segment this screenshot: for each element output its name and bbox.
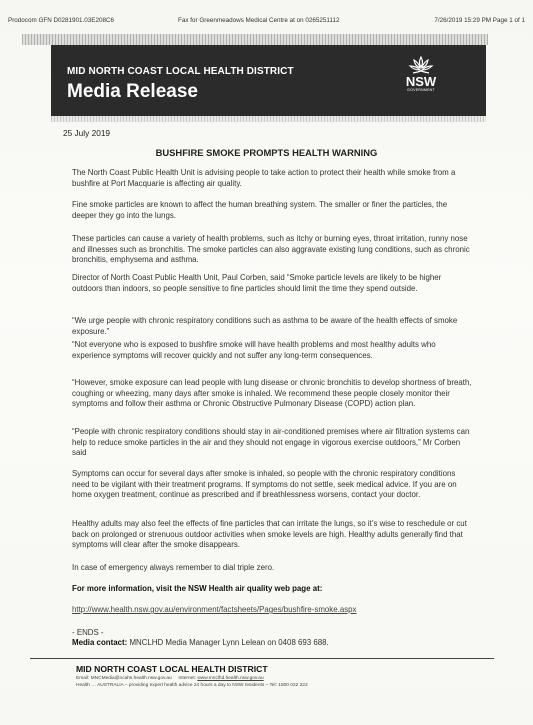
paragraph-11: In case of emergency always remember to dial triple zero. (72, 563, 275, 572)
footer-email[interactable]: MNCMedia@ncahs.health.nsw.gov.au (90, 676, 172, 681)
media-contact (72, 638, 329, 647)
nsw-government-logo (398, 55, 444, 107)
fax-header-left: Prodocom GFN D0281901.03E208C6 (8, 17, 115, 24)
paragraph-7: “However, smoke exposure can lead people with lung disease or chronic bronchitis to develop shortness of breath, coughing or wheezing, many days after smoke is inhaled. We recommend these people closely monitor their symptoms and follow their asthma or Chronic Obstructive Pulmonary Disease (COPD) action plan. (72, 378, 472, 409)
paragraph-6: “Not everyone who is exposed to bushfire smoke will have health problems and most healthy adults who experience symptoms will recover quickly and not suffer any long-term consequences. (72, 340, 436, 360)
banner-heading: Media Release (67, 81, 198, 102)
banner-org-name: MID NORTH COAST LOCAL HEALTH DISTRICT (67, 66, 294, 77)
footer-contact-line (76, 676, 264, 681)
footer-internet[interactable]: www.mnclhd.health.nsw.gov.au (197, 676, 264, 681)
footer-email-label: Email: (76, 676, 90, 681)
halftone-band-top (22, 34, 488, 45)
media-contact-label: Media contact: (72, 638, 128, 647)
footer-note: Health … AUSTRALIA – providing expert health advice 24 hours a day to NSW residents – Tel: 1800 022 222 (76, 683, 308, 688)
fax-header-center: Fax for Greenmeadows Medical Centre at on 0265251112 (178, 17, 340, 24)
more-info-line: For more information, visit the NSW Health air quality web page at: (72, 584, 323, 593)
footer-internet-label: Internet: (178, 676, 196, 681)
nsw-logo-text: NSW (405, 74, 437, 89)
fax-header-right: 7/26/2019 15:29 PM Page 1 of 1 (434, 17, 525, 24)
paragraph-5: “We urge people with chronic respiratory conditions such as asthma to be aware of the health effects of smoke exposure.” (72, 316, 458, 336)
paragraph-8: “People with chronic respiratory conditions should stay in air-conditioned premises where air filtration systems can help to reduce smoke particles in the air and they should not engage in vigorous exercise outdoors,” Mr Corben said (72, 427, 470, 458)
footer-org-name: MID NORTH COAST LOCAL HEALTH DISTRICT (76, 664, 268, 674)
media-release-banner (51, 45, 486, 116)
footer-divider (30, 658, 494, 659)
paragraph-4: Director of North Coast Public Health Unit, Paul Corben, said “Smoke particle levels are likely to be higher outdoors than indoors, so people sensitive to fine particles should limit the time they spend outside. (72, 273, 442, 293)
ends-marker: - ENDS - (72, 628, 104, 637)
release-date: 25 July 2019 (63, 128, 111, 138)
paragraph-9: Symptoms can occur for several days after smoke is inhaled, so people with the chronic respiratory conditions need to be vigilant with their treatment programs. If symptoms do not settle, seek medical advice. If you are on home oxygen treatment, continue as prescribed and if breathlessness worsens, contact your doctor. (72, 469, 457, 500)
paragraph-10: Healthy adults may also feel the effects of fine particles that can irritate the lungs, so it’s wise to reschedule or cut back on prolonged or strenuous outdoor activities when smoke levels are high. Healthy adults generally find that symptoms will clear after the smoke disappears. (72, 519, 467, 550)
fax-header (8, 17, 525, 27)
paragraph-2: Fine smoke particles are known to affect the human breathing system. The smaller or finer the particles, the deeper they go into the lungs. (72, 200, 448, 220)
nsw-health-link[interactable]: http://www.health.nsw.gov.au/environment/factsheets/Pages/bushfire-smoke.aspx (72, 605, 357, 614)
halftone-band-bottom (51, 116, 486, 122)
release-title: BUSHFIRE SMOKE PROMPTS HEALTH WARNING (155, 147, 378, 158)
nsw-logo-subtext: GOVERNMENT (407, 88, 435, 92)
paragraph-1: The North Coast Public Health Unit is advising people to take action to protect their health while smoke from a bushfire at Port Macquarie is affecting air quality. (72, 168, 456, 188)
paragraph-3: These particles can cause a variety of health problems, such as itchy or burning eyes, throat irritation, runny nose and illnesses such as bronchitis. The smoke particles can also aggravate existing lung conditions, such as chronic bronchitis, emphysema and asthma. (72, 234, 470, 265)
media-contact-text: MNCLHD Media Manager Lynn Lelean on 0408 693 688. (127, 638, 329, 647)
